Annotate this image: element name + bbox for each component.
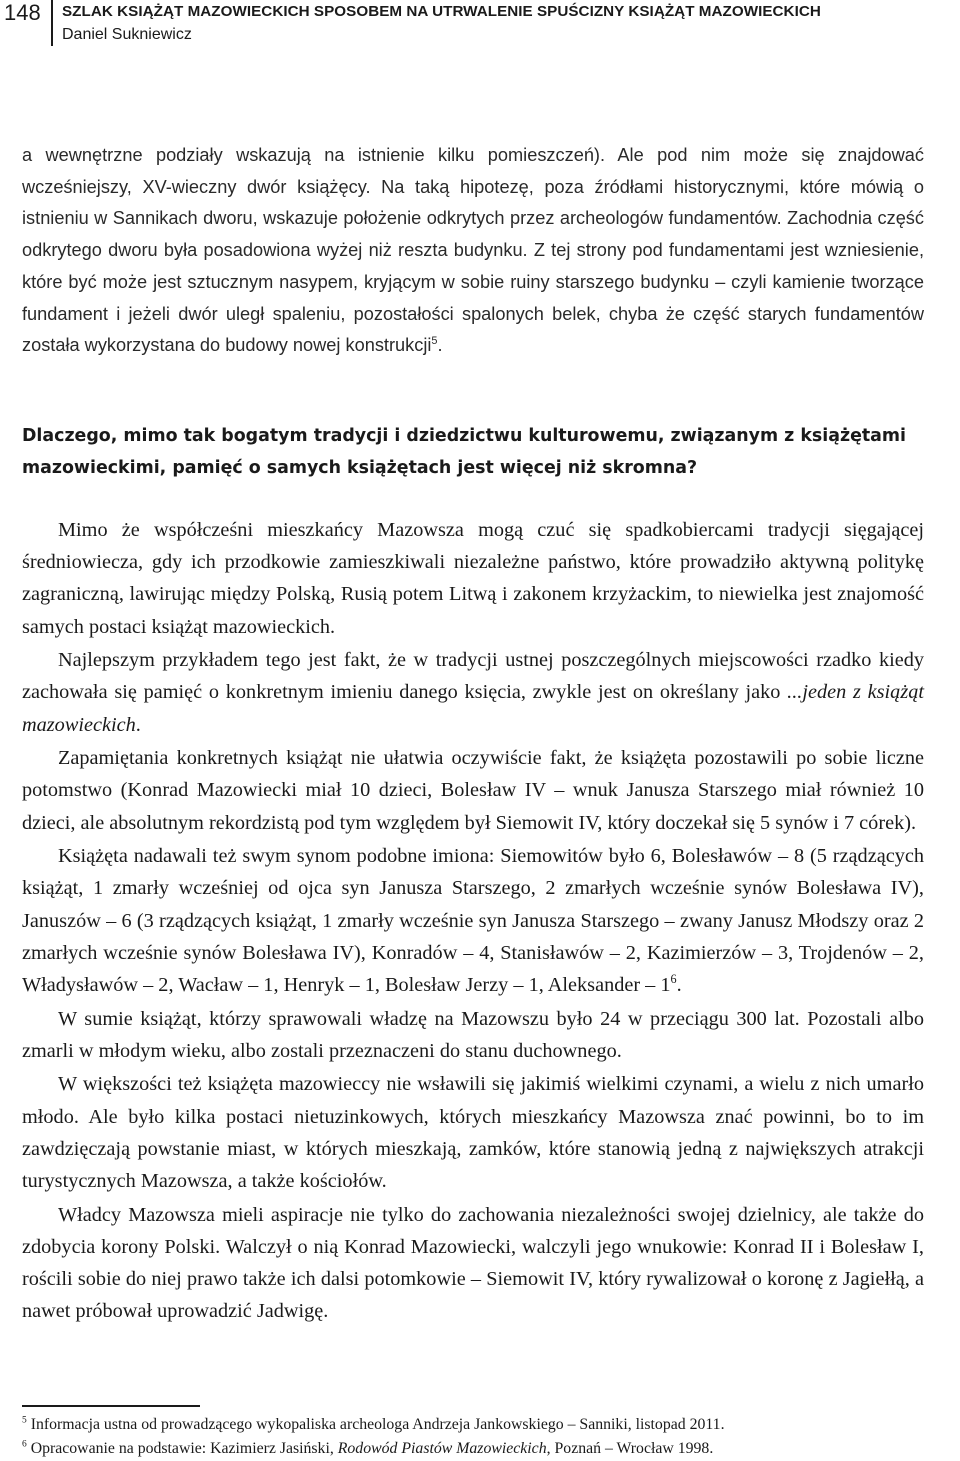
paragraph-4-text: Książęta nadawali też swym synom podobne imiona: Siemowitów było 6, Bolesławów – 8 (5 rządzących książąt, 1 zmarły wcześniej od ojca syn Janusza Starszego, 2 zmarłych wcześnie synów Bolesława IV), Januszów – 6 (3 rządzących książąt, 1 zmarły wcześnie syn Janusza Starszego – zwany Janusz Młodszy oraz 2 zmarłych wcześnie synów Bolesława IV), Konradów – 4, Stanisławów – 2, Kazimierzów – 3, Trojdenów – 2, Władysławów – 2, Wacław – 1, Henryk – 1, Bolesław Jerzy – 1, Aleksander – 1: [22, 845, 924, 997]
paragraph-2-text: Najlepszym przykładem tego jest fakt, że w tradycji ustnej poszczególnych miejscowości rzadko kiedy zachowała się pamięć o konkretnym imieniu danego księcia, zwykle jest on określany jako: [22, 649, 924, 704]
intro-paragraph: [22, 140, 924, 362]
paragraph-2-end: .: [135, 713, 141, 736]
footnote-6: [22, 1437, 942, 1461]
intro-text-end: .: [437, 335, 443, 356]
running-title: SZLAK KSIĄŻĄT MAZOWIECKICH SPOSOBEM NA UTRWALENIE SPUŚCIZNY KSIĄŻĄT MAZOWIECKICH: [62, 3, 821, 20]
footnote-5: [22, 1413, 942, 1437]
body-text: [22, 514, 924, 1329]
paragraph-4: [22, 840, 924, 1001]
page-number: 148: [4, 0, 41, 25]
footnote-divider: [22, 1405, 200, 1407]
intro-text: a wewnętrzne podziały wskazują na istnienie kilku pomieszczeń). Ale pod nim może się znajdować wcześniejszy, XV-wieczny dwór książęcy. Na taką hipotezę, poza źródłami historycznymi, które mówią o istnieniu w Sannikach dworu, wskazuje położenie odkrytych przez archeologów fundamentów. Zachodnia część odkrytego dworu była posadowiona wyżej niż reszta budynku. Z tej strony pod fundamentami jest wzniesienie, które być może jest sztucznym nasypem, kryjącym w sobie ruiny starszego budynku – czyli kamienie tworzące fundament i jeżeli dwór uległ spaleniu, pozostałości spalonych belek, chyba że część starych fundamentów została wykorzystana do budowy nowej konstrukcji: [22, 145, 924, 356]
paragraph-5: W sumie książąt, którzy sprawowali władzę na Mazowszu było 24 w przeciągu 300 lat. Pozostali albo zmarli w młodym wieku, albo zostali przeznaczeni do stanu duchownego.: [22, 1007, 924, 1062]
footnote-5-text: Informacja ustna od prowadzącego wykopaliska archeologa Andrzeja Jankowskiego – Sanniki, listopad 2011.: [30, 1416, 725, 1433]
paragraph-3: Zapamiętania konkretnych książąt nie ułatwia oczywiście fakt, że książęta pozostawili po sobie liczne potomstwo (Konrad Mazowiecki miał 10 dzieci, Bolesław IV – wnuk Janusza Starszego miał również 10 dzieci, ale absolutnym rekordzistą pod tym względem był Siemowit IV, który doczekał się 5 synów i 7 córek).: [22, 747, 924, 834]
paragraph-1: Mimo że współcześni mieszkańcy Mazowsza mogą czuć się spadkobiercami tradycji sięgającej średniowiecza, gdy ich przodkowie zamieszkiwali niezależne państwo, które prowadziło aktywną politykę zagraniczną, lawirując między Polską, Rusią potem Litwą i zakonem krzyżackim, to niewielka jest znajomość samych postaci książąt mazowieckich.: [22, 519, 924, 638]
footnotes: [22, 1413, 942, 1461]
footnote-6-text: Opracowanie na podstawie: Kazimierz Jasiński,: [30, 1440, 338, 1457]
paragraph-2-quote: ...jeden z książąt mazowieckich: [22, 681, 924, 736]
footnote-6-text-end: , Poznań – Wrocław 1998.: [546, 1440, 714, 1457]
section-question: Dlaczego, mimo tak bogatym tradycji i dziedzictwu kulturowemu, związanym z książętami mazowieckimi, pamięć o samych książętach jest więcej niż skromna?: [22, 426, 907, 478]
footnote-ref-6[interactable]: 6: [670, 972, 677, 987]
paragraph-4-end: .: [676, 974, 682, 997]
footnote-6-title: Rodowód Piastów Mazowieckich: [337, 1440, 547, 1457]
paragraph-2: [22, 644, 924, 741]
footnote-5-number: 5: [22, 1415, 27, 1426]
header-divider: [51, 0, 53, 46]
footnote-ref-5[interactable]: 5: [431, 335, 438, 348]
paragraph-6: W większości też książęta mazowieccy nie wsławili się jakimiś wielkimi czynami, a wielu z nich umarło młodo. Ale było kilka postaci nietuzinkowych, których mieszkańcy Mazowsza znać powinni, bo to im zawdzięczają powstanie miast, w których mieszkają, zamków, które stanowią jedną z największych atrakcji turystycznych Mazowsza, a także kościołów.: [22, 1073, 924, 1193]
paragraph-7: Władcy Mazowsza mieli aspiracje nie tylko do zachowania niezależności swojej dzielnicy, ale także do zdobycia korony Polski. Walczył o nią Konrad Mazowiecki, walczyli jego wnukowie: Konrad II i Bolesław I, rościli sobie do niej prawo także ich dalsi potomkowie – Siemowit IV, który rywalizował o koronę z Jagiełłą, a nawet próbował uprowadzić Jadwigę.: [22, 1203, 924, 1323]
author-name: Daniel Sukniewicz: [62, 26, 192, 43]
footnote-6-number: 6: [22, 1439, 27, 1450]
